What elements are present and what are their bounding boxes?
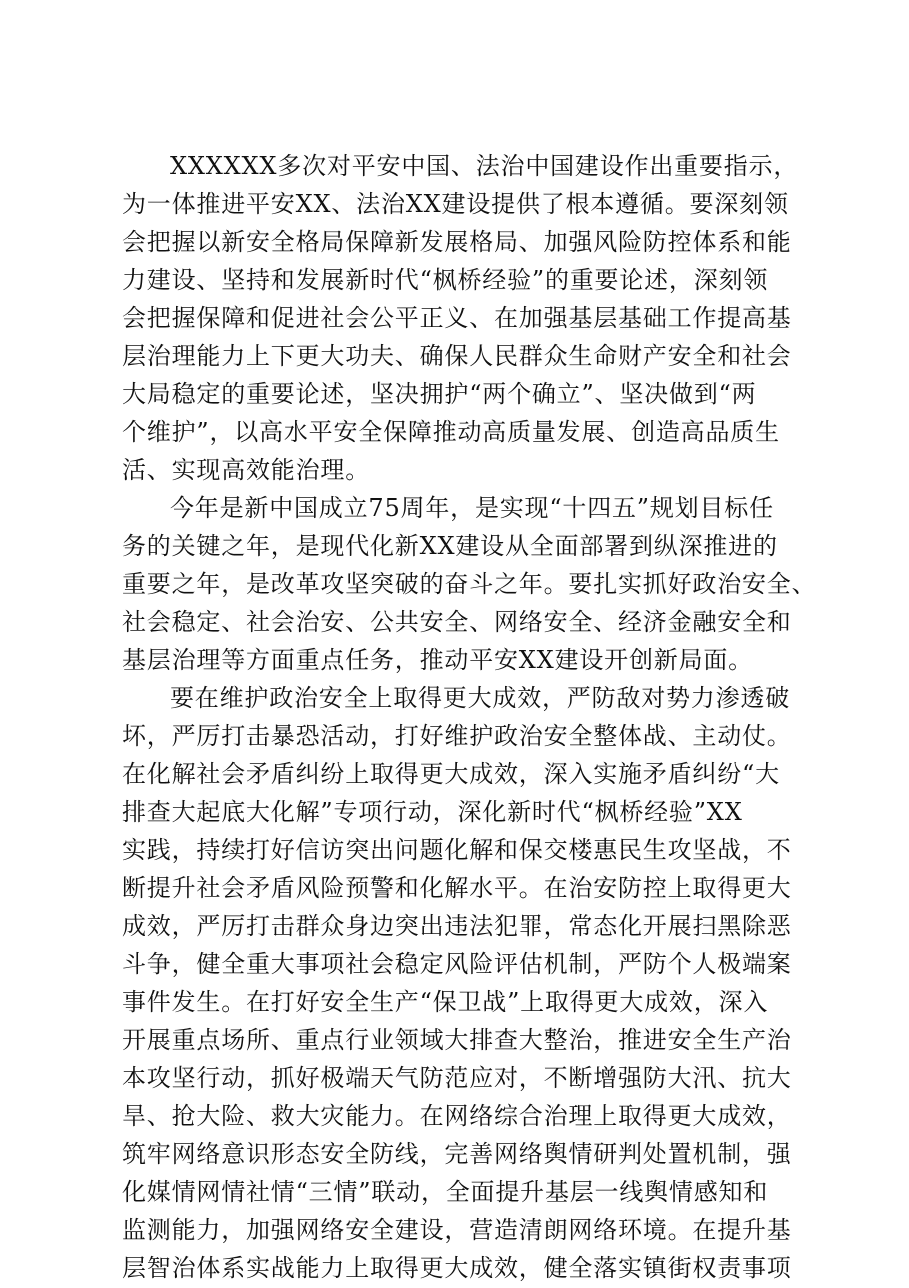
text-line: 实践，持续打好信访突出问题化解和保交楼惠民生攻坚战，不 (122, 836, 792, 864)
text-line: 成效，严厉打击群众身边突出违法犯罪，常态化开展扫黑除恶 (122, 912, 792, 940)
text-line: 为一体推进平安XX、法治XX建设提供了根本遵循。要深刻领 (122, 190, 789, 218)
text-line: 重要之年，是改革攻坚突破的奋斗之年。要扎实抓好政治安全、 (122, 570, 817, 598)
text-line: 基层治理等方面重点任务，推动平安XX建设开创新局面。 (122, 646, 753, 674)
text-line: 化媒情网情社情“三情”联动，全面提升基层一线舆情感知和 (122, 1178, 769, 1206)
text-line: 活、实现高效能治理。 (122, 456, 370, 484)
text-line: XXXXXX多次对平安中国、法治中国建设作出重要指示， (170, 152, 799, 180)
text-line: 本攻坚行动，抓好极端天气防范应对，不断增强防大汛、抗大 (122, 1064, 792, 1092)
text-line: 今年是新中国成立75周年，是实现“十四五”规划目标任 (170, 494, 774, 522)
text-line: 会把握以新安全格局保障新发展格局、加强风险防控体系和能 (122, 228, 792, 256)
text-line: 层治理能力上下更大功夫、确保人民群众生命财产安全和社会 (122, 342, 792, 370)
text-line: 个维护”，以高水平安全保障推动高质量发展、创造高品质生 (122, 418, 780, 446)
text-line: 力建设、坚持和发展新时代“枫桥经验”的重要论述，深刻领 (122, 266, 769, 294)
text-line: 要在维护政治安全上取得更大成效，严防敌对势力渗透破 (170, 684, 790, 712)
text-line: 大局稳定的重要论述，坚决拥护“两个确立”、坚决做到“两 (122, 380, 757, 408)
text-line: 事件发生。在打好安全生产“保卫战”上取得更大成效，深入 (122, 988, 769, 1016)
text-line: 会把握保障和促进社会公平正义、在加强基层基础工作提高基 (122, 304, 792, 332)
text-line: 断提升社会矛盾风险预警和化解水平。在治安防控上取得更大 (122, 874, 792, 902)
text-line: 监测能力，加强网络安全建设，营造清朗网络环境。在提升基 (122, 1216, 792, 1244)
text-line: 筑牢网络意识形态安全防线，完善网络舆情研判处置机制，强 (122, 1140, 792, 1168)
text-line: 在化解社会矛盾纠纷上取得更大成效，深入实施矛盾纠纷“大 (122, 760, 780, 788)
text-line: 斗争，健全重大事项社会稳定风险评估机制，严防个人极端案 (122, 950, 792, 978)
text-line: 务的关键之年，是现代化新XX建设从全面部署到纵深推进的 (122, 532, 778, 560)
text-line: 开展重点场所、重点行业领域大排查大整治，推进安全生产治 (122, 1026, 792, 1054)
text-line: 坏，严厉打击暴恐活动，打好维护政治安全整体战、主动仗。 (122, 722, 792, 750)
text-line: 旱、抢大险、救大灾能力。在网络综合治理上取得更大成效， (122, 1102, 792, 1130)
text-line: 社会稳定、社会治安、公共安全、网络安全、经济金融安全和 (122, 608, 792, 636)
text-line: 层智治体系实战能力上取得更大成效，健全落实镇街权责事项 (122, 1254, 792, 1282)
text-line: 排查大起底大化解”专项行动，深化新时代“枫桥经验”XX (122, 798, 743, 826)
